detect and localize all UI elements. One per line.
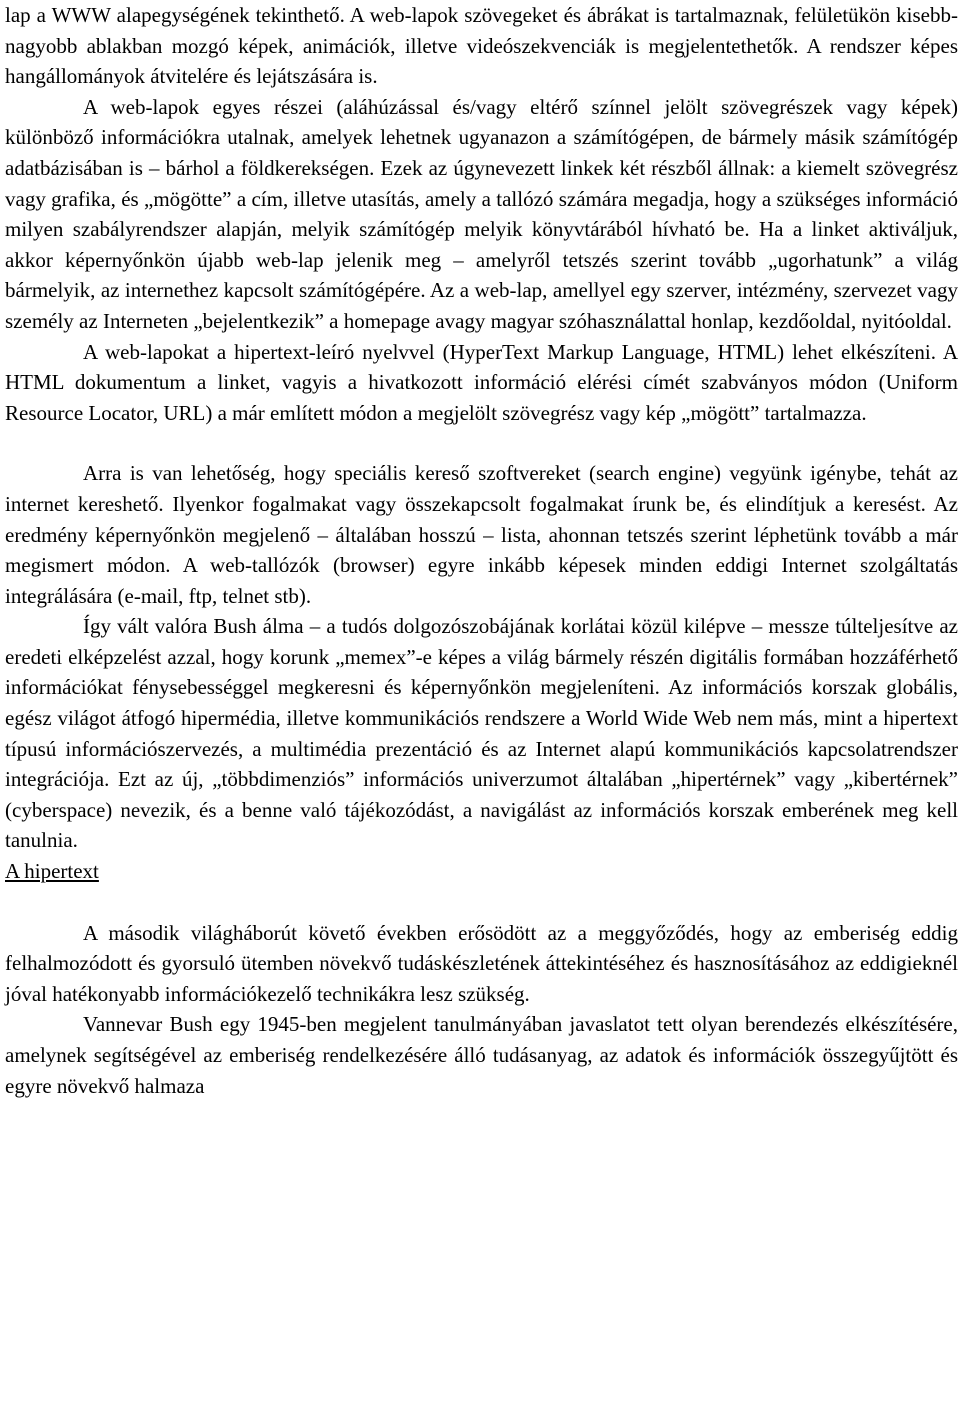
document-page [5,0,958,1101]
paragraph-html: A web-lapokat a hipertext-leíró nyelvvel (HyperText Markup Language, HTML) lehet elkészíteni. A HTML dokumentum a linket, vagyis a hivatkozott információ elérési címét szabványos módon (Uniform Resource Locator, URL) a már említett módon a megjelölt szövegrész vagy kép „mögött” tartalmazza. [5,339,958,425]
paragraph-intro: lap a WWW alapegységének tekinthető. A web-lapok szövegeket és ábrákat is tartalmaznak, felületükön kisebb-nagyobb ablakban mozgó képek, animációk, illetve videószekvenciák is megjelentethetők. A rendszer képes hangállományok átvitelére és lejátszására is. [5,3,958,89]
paragraph-search: Arra is van lehetőség, hogy speciális kereső szoftvereket (search engine) vegyünk igénybe, tehát az internet kereshető. Ilyenkor fogalmakat vagy összekapcsolt fogalmakat írunk be, és elindítjuk a keresést. Az eredmény képernyőnkön megjelenő – általában hosszú – lista, ahonnan tetszés szerint léphetünk tovább a már megismert módon. A web-tallózók (browser) egyre inkább képesek minden eddigi Internet szolgáltatás integrálására (e-mail, ftp, telnet stb). [5,461,958,608]
paragraph-bush-dream: Így vált valóra Bush álma – a tudós dolgozószobájának korlátai közül kilépve – messze túlteljesítve az eredeti elképzelést azzal, hogy korunk „memex”-e képes a világ bármely részén digitális formában hozzáférhető információkat fénysebességgel megkeresni és képernyőnkön megjeleníteni. Az információs korszak globális, egész világot átfogó hipermédia, illetve kommunikációs rendszere a World Wide Web nem más, mint a hipertext típusú információszervezés, a multimédia prezentáció és az Internet alapú kommunikációs kapcsolatrendszer integrációja. Ezt az új, „többdimenziós” információs univerzumot általában „hipertérnek” vagy „kibertérnek” (cyberspace) nevezik, és a benne való tájékozódást, a navigálást az információs korszak emberének meg kell tanulnia. [5,614,958,853]
paragraph-vannevar: Vannevar Bush egy 1945-ben megjelent tanulmányában javaslatot tett olyan berendezés elkészítésére, amelynek segítségével az emberiség rendelkezésére álló tudásanyag, az adatok és információk összegyűjtött és egyre növekvő halmaza [5,1012,958,1098]
paragraph-links: A web-lapok egyes részei (aláhúzással és/vagy eltérő színnel jelölt szövegrészek vagy képek) különböző információkra utalnak, amelyek lehetnek ugyanazon a számítógépen, de bármely másik számítógép adatbázisában is – bárhol a földkerekségen. Ezek az úgynevezett linkek két részből állnak: a kiemelt szövegrész vagy grafika, és „mögötte” a cím, illetve utasítás, amely a tallózó számára megadja, hogy a szükséges információ milyen szabályrendszer alapján, melyik számítógép melyik könyvtárából hívható be. Ha a linket aktiváljuk, akkor képernyőnkön újabb web-lap jelenik meg – amelyről tetszés szerint tovább „ugorhatunk” a világ bármelyik, az internethez kapcsolt számítógépére. Az a web-lap, amellyel egy szerver, intézmény, szervezet vagy személy az Interneten „bejelentkezik” a homepage avagy magyar szóhasználattal honlap, kezdőoldal, nyitóoldal. [5,94,958,333]
section-title: A hipertext [5,859,99,884]
paragraph-postwar: A második világháborút követő években erősödött az a meggyőződés, hogy az emberiség eddig felhalmozódott és gyorsuló ütemben növekvő tudáskészletének áttekintéséhez és hasznosításához az eddigieknél jóval hatékonyabb információkezelő technikákra lesz szükség. [5,920,958,1006]
